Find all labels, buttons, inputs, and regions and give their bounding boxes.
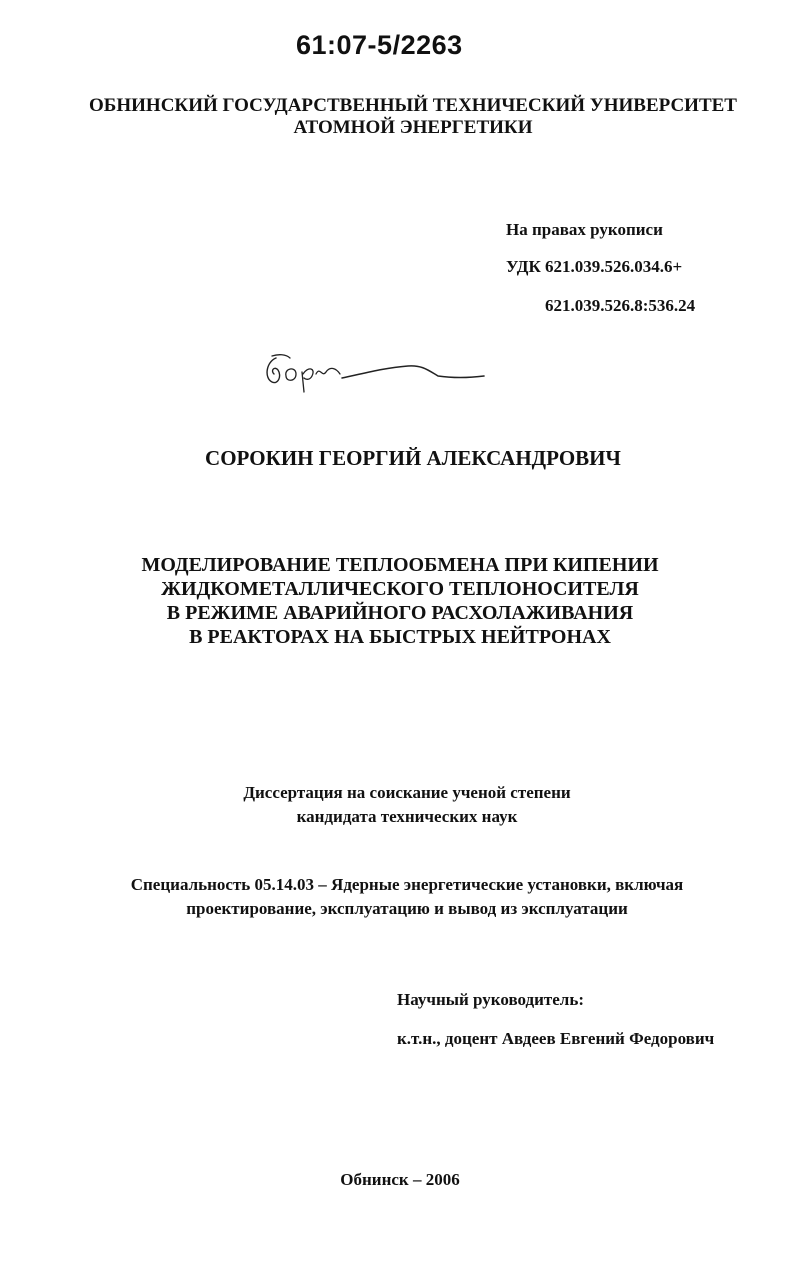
archive-code: 61:07-5/2263 (296, 30, 463, 60)
specialty-statement (0, 873, 797, 921)
advisor-label: Научный руководитель: (397, 990, 584, 1009)
advisor-name: к.т.н., доцент Авдеев Евгений Федорович (397, 1029, 715, 1048)
udk-line-1: УДК 621.039.526.034.6+ (506, 257, 683, 276)
title-line-4: В РЕАКТОРАХ НА БЫСТРЫХ НЕЙТРОНАХ (189, 626, 611, 648)
degree-line-1: Диссертация на соискание ученой степени (243, 783, 571, 802)
university-name-line-2: АТОМНОЙ ЭНЕРГЕТИКИ (293, 117, 533, 138)
author-signature (262, 352, 492, 400)
specialty-line-2: проектирование, эксплуатацию и вывод из эксплуатации (186, 899, 628, 918)
manuscript-note: На правах рукописи (506, 220, 663, 239)
dissertation-title (0, 553, 797, 649)
degree-statement (0, 781, 797, 829)
title-line-1: МОДЕЛИРОВАНИЕ ТЕПЛООБМЕНА ПРИ КИПЕНИИ (141, 554, 659, 576)
udk-line-2: 621.039.526.8:536.24 (545, 296, 696, 315)
city-year: Обнинск – 2006 (340, 1170, 460, 1189)
title-line-2: ЖИДКОМЕТАЛЛИЧЕСКОГО ТЕПЛОНОСИТЕЛЯ (161, 578, 639, 600)
title-line-3: В РЕЖИМЕ АВАРИЙНОГО РАСХОЛАЖИВАНИЯ (166, 602, 634, 624)
specialty-line-1: Специальность 05.14.03 – Ядерные энергетические установки, включая (130, 875, 684, 894)
university-name (0, 95, 797, 139)
degree-line-2: кандидата технических наук (296, 807, 518, 826)
university-name-line-1: ОБНИНСКИЙ ГОСУДАРСТВЕННЫЙ ТЕХНИЧЕСКИЙ УНИВЕРСИТЕТ (89, 95, 737, 116)
author-name: СОРОКИН ГЕОРГИЙ АЛЕКСАНДРОВИЧ (205, 446, 621, 470)
